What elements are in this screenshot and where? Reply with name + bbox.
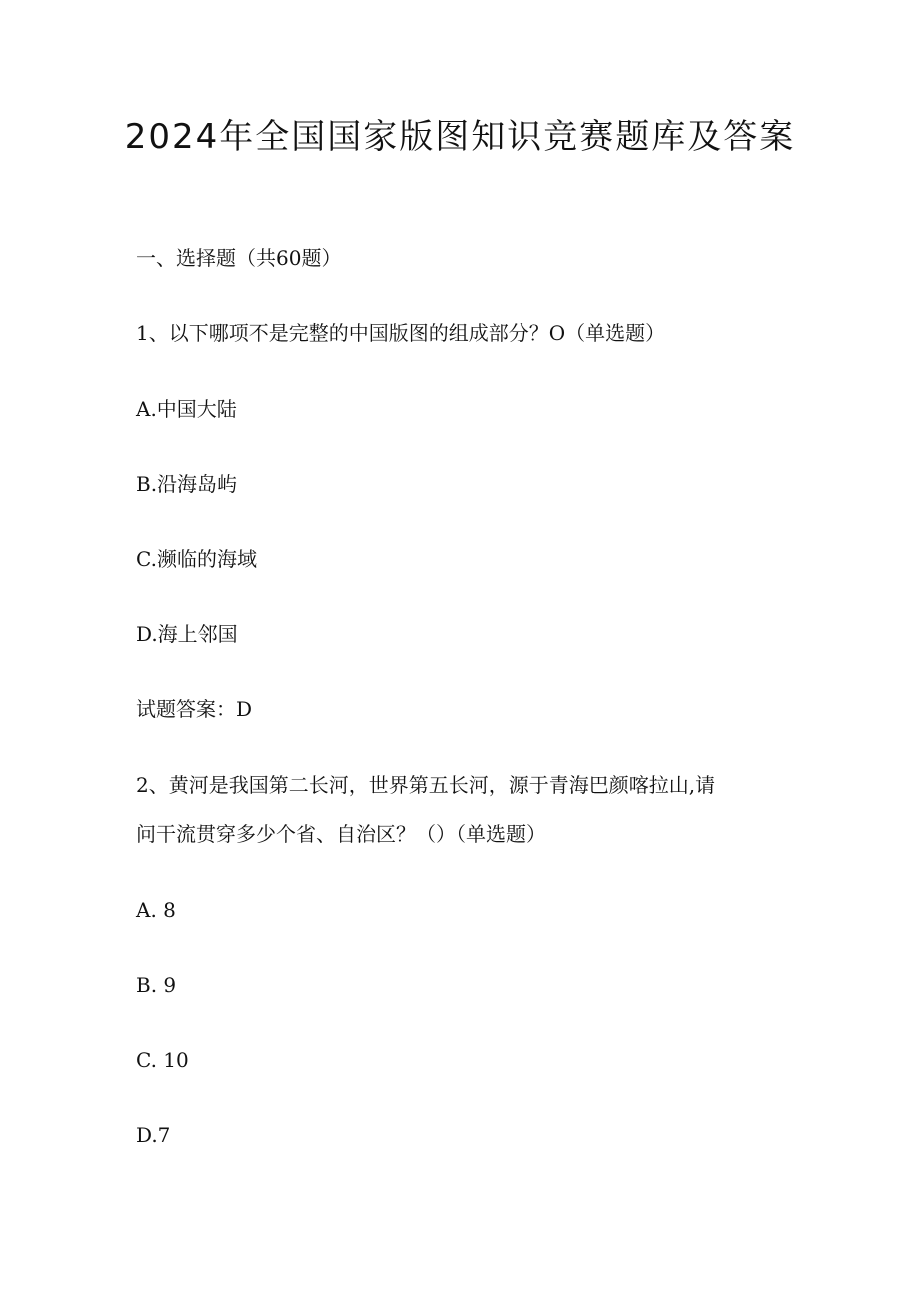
question-1-option-c: C.濒临的海域	[136, 547, 257, 571]
question-2-option-b: B. 9	[136, 973, 177, 997]
question-2-option-c: C. 10	[136, 1048, 189, 1072]
question-2-option-a: A. 8	[136, 898, 176, 922]
question-1-answer: 试题答案：D	[136, 697, 253, 721]
question-2-option-d: D.7	[136, 1123, 171, 1147]
document-title: 2024年全国国家版图知识竞赛题库及答案	[124, 117, 796, 157]
question-1-option-b: B.沿海岛屿	[136, 472, 238, 496]
section-heading: 一、选择题（共60题）	[136, 246, 342, 270]
question-1-option-a: A.中国大陆	[136, 397, 237, 421]
question-1-text: 1、以下哪项不是完整的中国版图的组成部分？O（单选题）	[136, 321, 666, 345]
question-1-option-d: D.海上邻国	[136, 622, 238, 646]
question-2-text-line-2: 问干流贯穿多少个省、自治区？（）（单选题）	[136, 822, 546, 846]
question-2-text-line-1: 2、黄河是我国第二长河，世界第五长河，源于青海巴颜喀拉山,请	[136, 773, 716, 797]
